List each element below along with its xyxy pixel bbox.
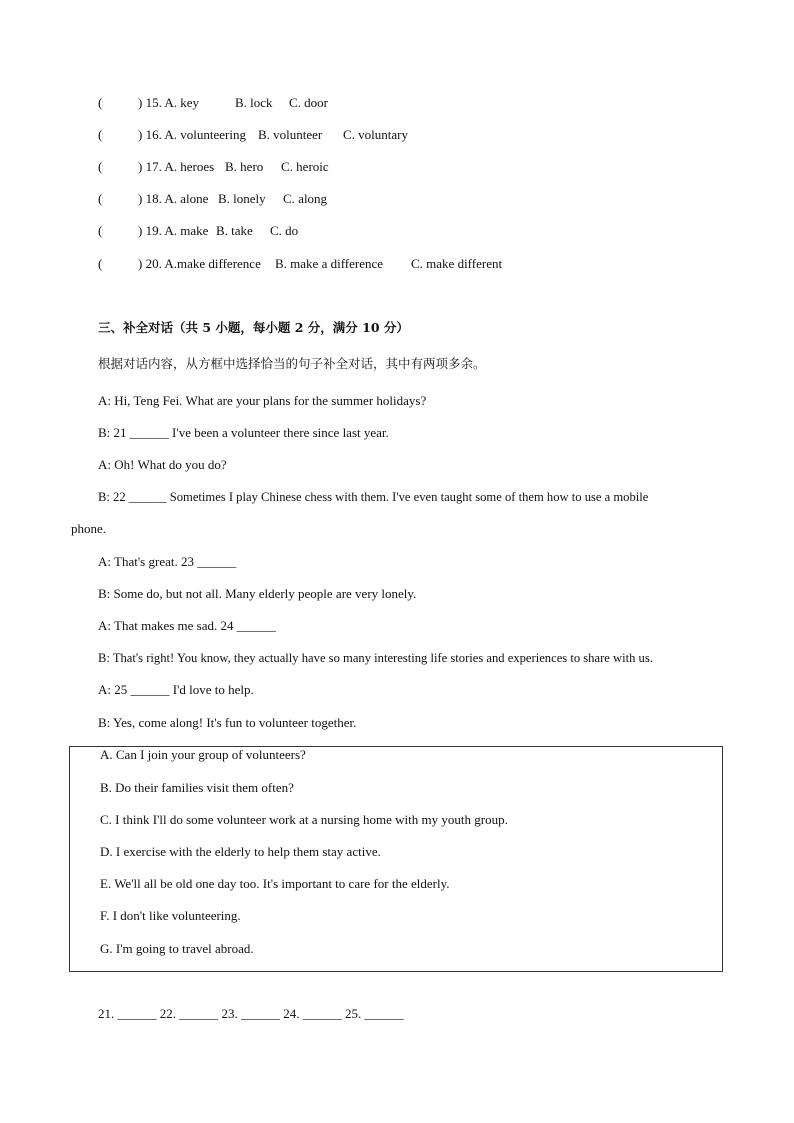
option-c: C. voluntary: [343, 127, 408, 142]
option-b: B. hero: [225, 159, 264, 174]
option-a: ) 18. A. alone: [138, 191, 209, 206]
answer-blanks: 21. ______ 22. ______ 23. ______ 24. ______ 25. ______: [98, 1006, 404, 1021]
option-a: ) 19. A. make: [138, 223, 209, 238]
dialogue-line: A: Oh! What do you do?: [98, 457, 227, 472]
dialogue-line: B: 22 ______ Sometimes I play Chinese chess with them. I've even taught some of them how to use a mobile: [98, 490, 649, 504]
dialogue-line: A: 25 ______ I'd love to help.: [98, 682, 254, 697]
answer-paren: (: [98, 159, 103, 174]
answer-paren: (: [98, 127, 103, 142]
option-a: ) 16. A. volunteering: [138, 127, 246, 142]
answer-paren: (: [98, 256, 103, 271]
option-b: B. lonely: [218, 191, 266, 206]
question-20: [98, 256, 502, 272]
option-c: C. make different: [411, 256, 503, 271]
option-item: B. Do their families visit them often?: [100, 780, 294, 795]
option-c: C. door: [289, 95, 328, 110]
option-b: B. take: [216, 223, 253, 238]
dialogue-line: B: Yes, come along! It's fun to volunteer together.: [98, 715, 357, 730]
dialogue-line: B: That's right! You know, they actually have so many interesting life stories and experiences to share with us.: [98, 651, 653, 665]
answer-paren: (: [98, 191, 103, 206]
question-18: [98, 191, 327, 207]
section-title: 三、补全对话（共 5 小题，每小题 2 分，满分 10 分）: [98, 320, 409, 335]
section-instruction: 根据对话内容，从方框中选择恰当的句子补全对话，其中有两项多余。: [98, 356, 486, 371]
option-b: B. make a difference: [275, 256, 384, 271]
option-c: C. along: [283, 191, 328, 206]
option-item: E. We'll all be old one day too. It's important to care for the elderly.: [100, 876, 450, 891]
option-item: A. Can I join your group of volunteers?: [100, 747, 306, 762]
option-item: G. I'm going to travel abroad.: [100, 941, 254, 956]
question-15: [98, 95, 328, 111]
dialogue-line: A: Hi, Teng Fei. What are your plans for the summer holidays?: [98, 393, 427, 408]
option-a: ) 15. A. key: [138, 95, 200, 110]
option-item: D. I exercise with the elderly to help them stay active.: [100, 844, 381, 859]
question-16: [98, 127, 408, 143]
option-c: C. heroic: [281, 159, 329, 174]
option-a: ) 20. A.make difference: [138, 256, 261, 271]
dialogue-line: B: 21 ______ I've been a volunteer there since last year.: [98, 425, 389, 440]
answer-paren: (: [98, 223, 103, 238]
answer-paren: (: [98, 95, 103, 110]
dialogue-line: B: Some do, but not all. Many elderly people are very lonely.: [98, 586, 417, 601]
option-b: B. lock: [235, 95, 273, 110]
option-c: C. do: [270, 223, 299, 238]
dialogue-line: phone.: [71, 521, 107, 536]
dialogue-line: A: That makes me sad. 24 ______: [98, 618, 276, 633]
option-a: ) 17. A. heroes: [138, 159, 215, 174]
option-item: C. I think I'll do some volunteer work at a nursing home with my youth group.: [100, 812, 508, 827]
question-17: [98, 159, 329, 175]
question-19: [98, 223, 298, 239]
option-b: B. volunteer: [258, 127, 323, 142]
option-item: F. I don't like volunteering.: [100, 908, 241, 923]
dialogue-line: A: That's great. 23 ______: [98, 554, 237, 569]
